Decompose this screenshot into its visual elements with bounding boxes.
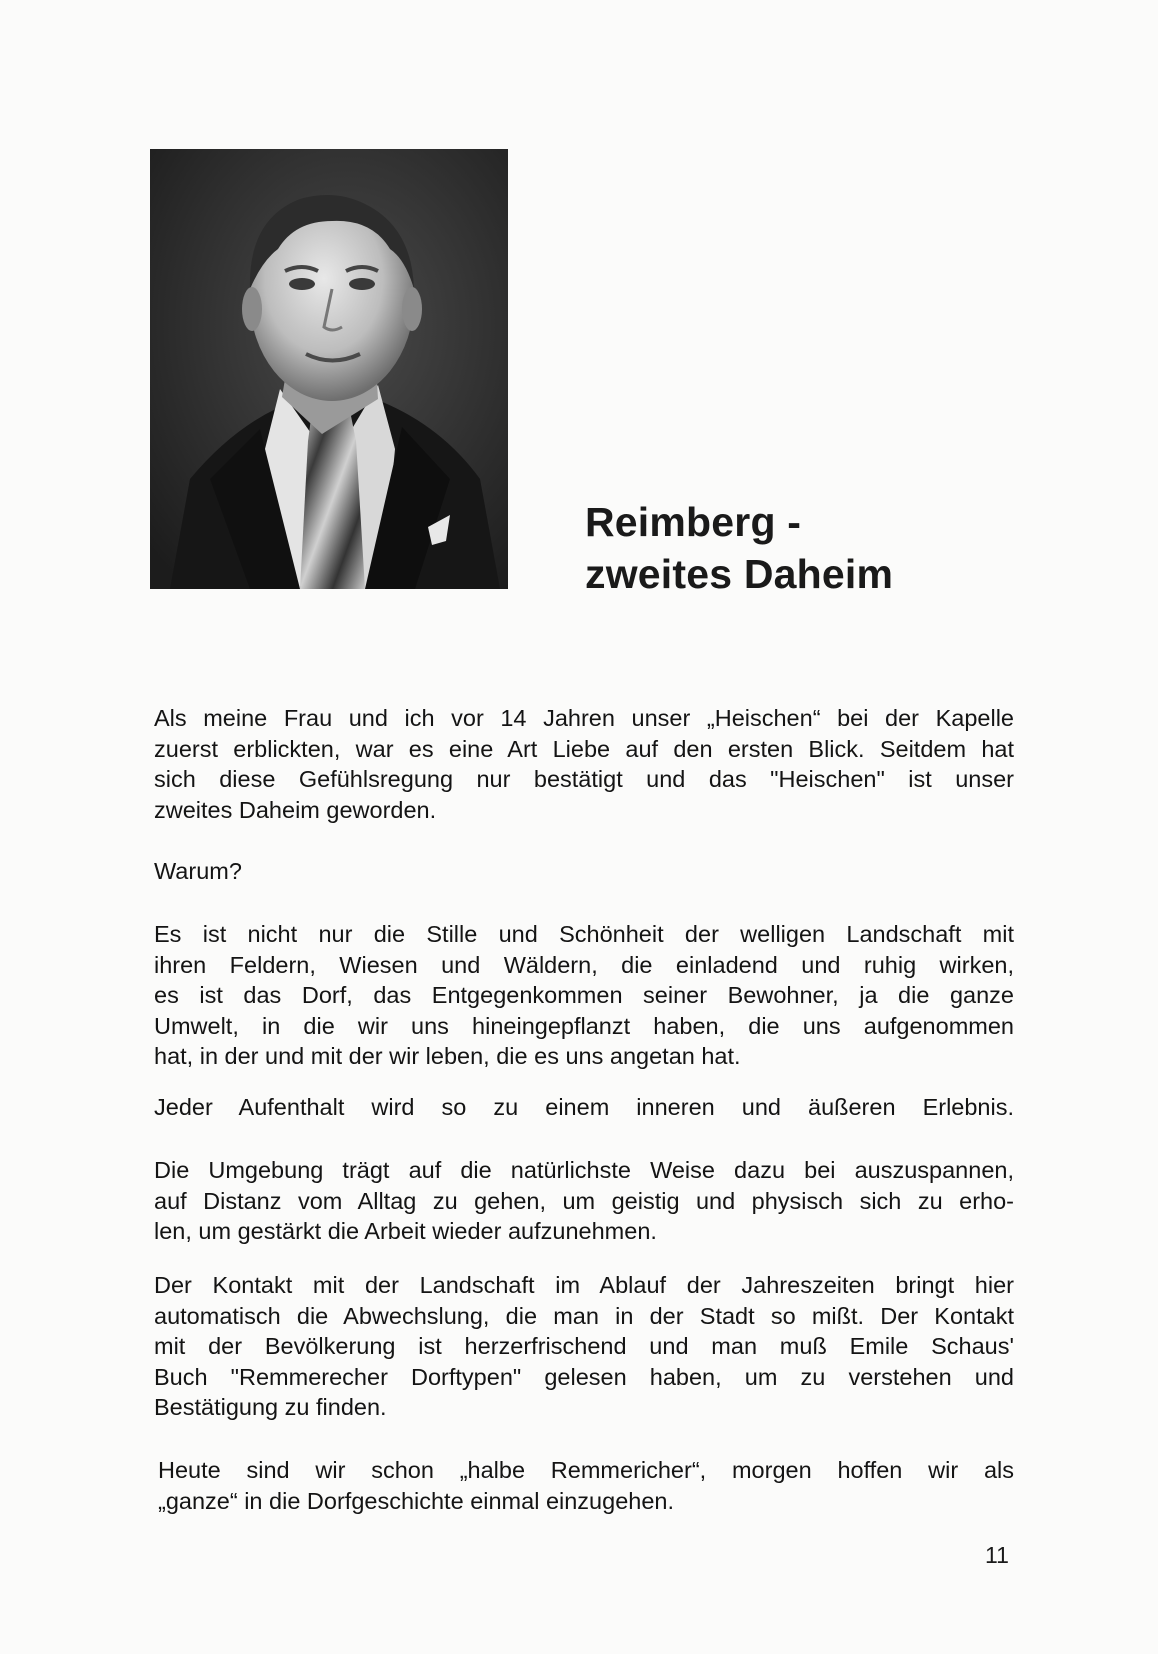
text-line: Warum? [154,858,242,884]
text-line: Jeder Aufenthalt wird so zu einem inneren und äußeren Erlebnis. [154,1094,1014,1120]
text-line: Umwelt, in die wir uns hineingepflanzt haben, die uns aufgenommen [154,1012,1014,1039]
text-line: „ganze“ in die Dorfgeschichte einmal einzugehen. [158,1487,675,1514]
paragraph-5 [154,1155,1014,1247]
paragraph-1 [154,703,1014,825]
text-line: zweites Daheim geworden. [154,796,437,823]
text-line: Heute sind wir schon „halbe Remmericher“, morgen hoffen wir als [158,1457,1014,1483]
paragraph-6 [154,1270,1014,1423]
text-line: es ist das Dorf, das Entgegenkommen seiner Bewohner, ja die ganze [154,982,1014,1008]
text-line: ihren Feldern, Wiesen und Wäldern, die einladend und ruhig wirken, [154,951,1014,978]
text-line: automatisch die Abwechslung, die man in der Stadt so mißt. Der Kontakt [154,1302,1014,1329]
text-line: len, um gestärkt die Arbeit wieder aufzunehmen. [154,1218,657,1244]
text-line: Der Kontakt mit der Landschaft im Ablauf der Jahreszeiten bringt hier [154,1272,1014,1298]
text-line: mit der Bevölkerung ist herzerfrischend und man muß Emile Schaus' [154,1333,1014,1359]
text-line: auf Distanz vom Alltag zu gehen, um geistig und physisch sich zu erho- [154,1187,1014,1214]
text-line: Bestätigung zu finden. [154,1394,387,1420]
paragraph-2 [154,856,1014,887]
text-line: Buch "Remmerecher Dorftypen" gelesen haben, um zu verstehen und [154,1363,1014,1390]
text-line: Die Umgebung trägt auf die natürlichste Weise dazu bei auszuspannen, [154,1157,1014,1183]
text-line: zuerst erblickten, war es eine Art Liebe auf den ersten Blick. Seitdem hat [154,735,1014,762]
paragraph-4 [154,1092,1014,1123]
title-line-2: zweites Daheim [585,551,894,597]
article-title [585,496,893,600]
text-line: hat, in der und mit der wir leben, die es uns angetan hat. [154,1043,741,1069]
paragraph-7 [158,1455,1014,1516]
title-line-1: Reimberg - [585,499,802,545]
text-line: Es ist nicht nur die Stille und Schönheit der welligen Landschaft mit [154,921,1014,947]
page-number: 11 [985,1542,1009,1568]
paragraph-3 [154,919,1014,1072]
portrait-photo [150,149,508,589]
text-line: Als meine Frau und ich vor 14 Jahren unser „Heischen“ bei der Kapelle [154,705,1014,731]
text-line: sich diese Gefühlsregung nur bestätigt und das "Heischen" ist unser [154,766,1014,792]
